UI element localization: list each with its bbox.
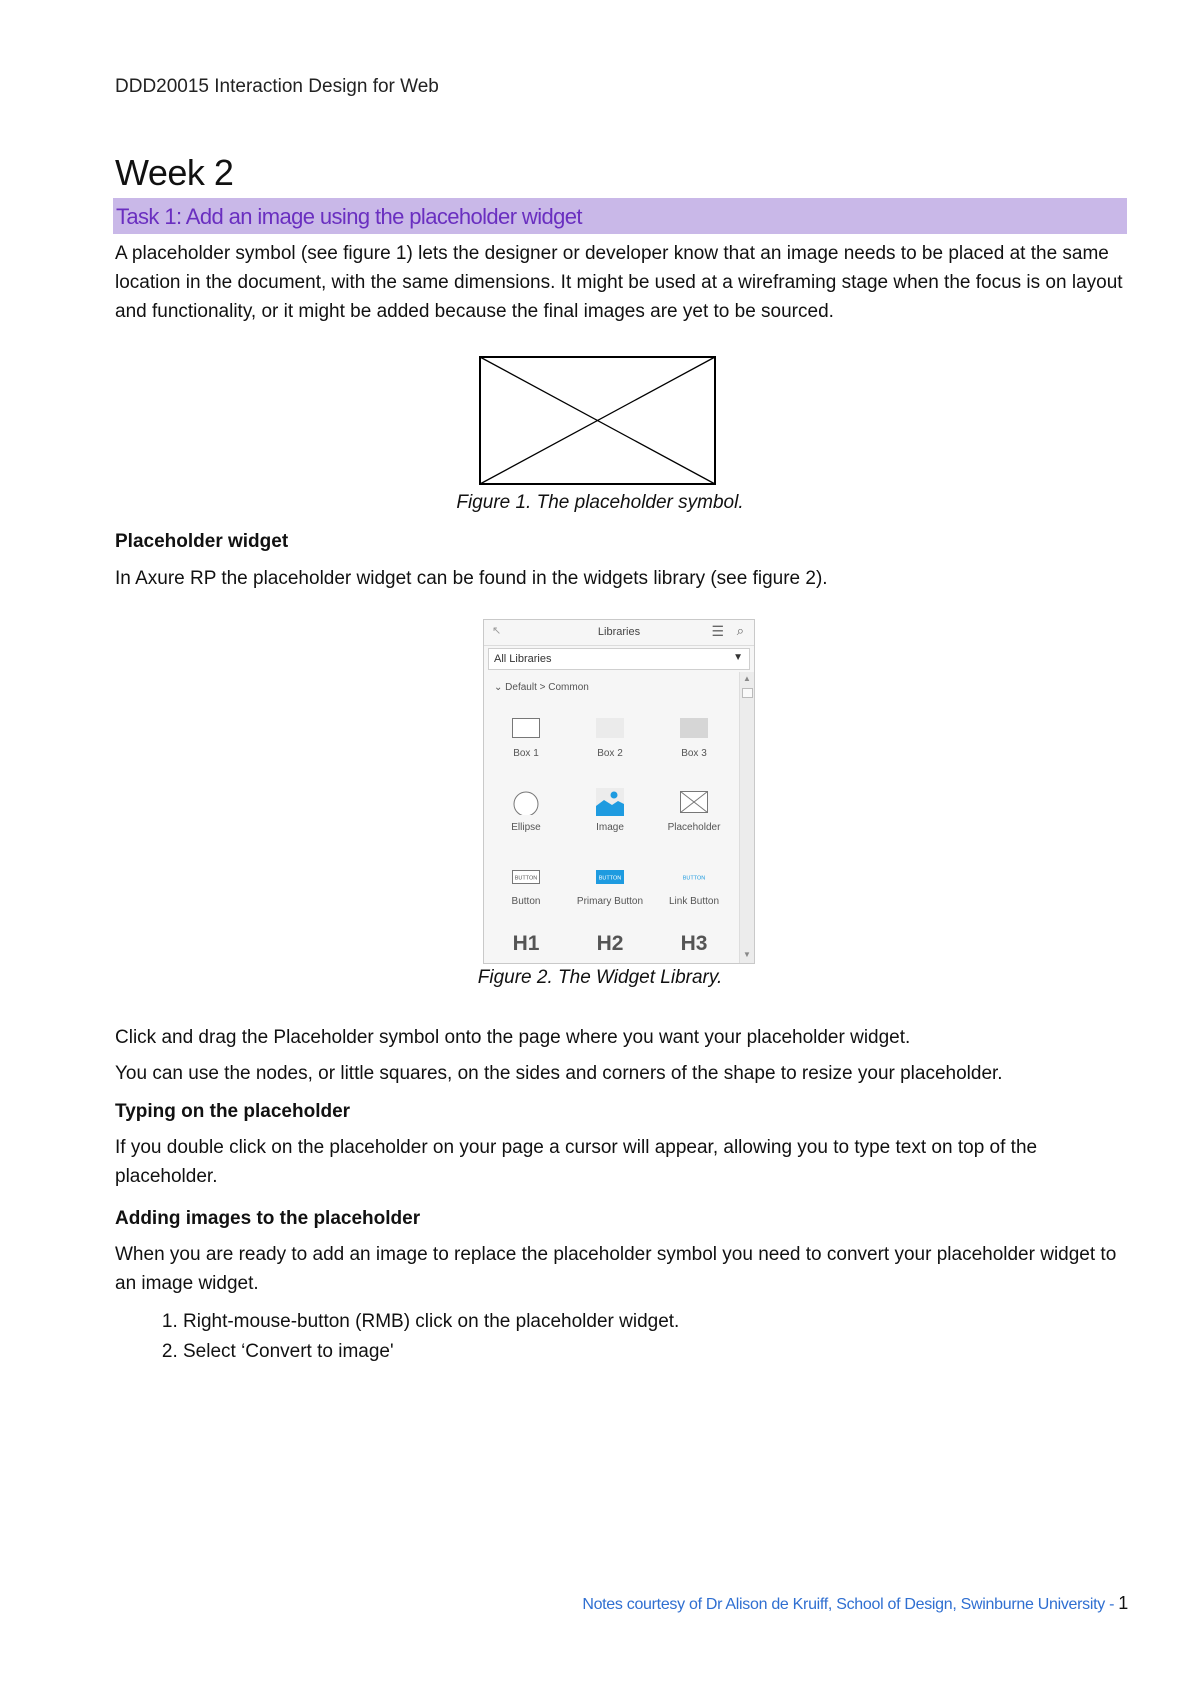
link-button-icon: [680, 870, 708, 884]
widget-label: Box 2: [597, 748, 623, 759]
drag-instruction: Click and drag the Placeholder symbol onto the page where you want your placeholder widget.: [115, 1027, 911, 1048]
widget-button[interactable]: [484, 860, 568, 910]
library-title: Libraries: [597, 626, 641, 638]
cursor-icon: ↖: [492, 625, 502, 637]
list-item: 2. Select ‘Convert to image': [183, 1337, 679, 1367]
widget-label: Primary Button: [576, 896, 644, 907]
widget-label: Box 3: [681, 748, 707, 759]
widget-label: Image: [596, 822, 624, 833]
box-1-icon: [512, 717, 540, 739]
scrollbar-thumb[interactable]: [742, 688, 753, 698]
page-footer: [582, 1593, 1128, 1614]
list-item: 1. Right-mouse-button (RMB) click on the placeholder widget.: [183, 1307, 679, 1337]
page-number: 1: [1118, 1593, 1128, 1613]
widget-h2[interactable]: H2: [596, 932, 624, 955]
ellipse-icon: [512, 789, 540, 815]
widget-link-button[interactable]: [652, 860, 736, 910]
widget-box-2[interactable]: [568, 712, 652, 762]
widget-label: Button: [511, 896, 541, 907]
steps-list: [145, 1307, 679, 1367]
placeholder-icon: [680, 791, 708, 813]
widget-h1[interactable]: H1: [512, 932, 540, 955]
widget-primary-button[interactable]: [568, 860, 652, 910]
scroll-down-icon[interactable]: ▼: [743, 950, 751, 959]
widget-box-3[interactable]: [652, 712, 736, 762]
widget-label: Link Button: [668, 896, 720, 907]
library-header: [484, 620, 754, 646]
placeholder-symbol-figure: [479, 356, 716, 485]
course-header: DDD20015 Interaction Design for Web: [115, 76, 439, 97]
widget-ellipse[interactable]: [484, 786, 568, 836]
figure-2-caption: Figure 2. The Widget Library.: [477, 967, 723, 988]
widget-image[interactable]: [568, 786, 652, 836]
library-group-text: Default > Common: [505, 682, 589, 693]
primary-button-icon: [596, 870, 624, 884]
library-scrollbar[interactable]: [739, 672, 754, 963]
chevron-down-icon: ▼: [733, 652, 743, 663]
section-heading-adding-images: Adding images to the placeholder: [115, 1208, 421, 1229]
search-icon[interactable]: ⌕: [736, 623, 744, 638]
task-title: Task 1: Add an image using the placeholder widget: [116, 204, 582, 229]
section-heading-typing: Typing on the placeholder: [115, 1101, 351, 1122]
widget-label: Box 1: [513, 748, 539, 759]
box-2-icon: [596, 717, 624, 739]
section-text-placeholder-widget: In Axure RP the placeholder widget can be found in the widgets library (see figure 2).: [115, 568, 828, 589]
scroll-up-icon[interactable]: ▲: [743, 674, 751, 683]
library-select[interactable]: [488, 648, 750, 670]
widget-box-1[interactable]: [484, 712, 568, 762]
resize-instruction: You can use the nodes, or little squares, on the sides and corners of the shape to resize your placeholder.: [115, 1063, 1003, 1084]
menu-icon[interactable]: ☰: [711, 623, 724, 639]
image-icon: [596, 788, 624, 816]
button-icon-text: BUTTON: [514, 875, 538, 882]
library-select-value: All Libraries: [494, 653, 552, 665]
section-text-adding-images: When you are ready to add an image to replace the placeholder symbol you need to convert your placeholder widget to an image widget.: [115, 1244, 1117, 1294]
widget-placeholder[interactable]: [652, 786, 736, 836]
page-title: Week 2: [115, 152, 234, 193]
intro-paragraph: A placeholder symbol (see figure 1) lets the designer or developer know that an image needs to be placed at the same location in the document, with the same dimensions. It might be used at a wireframing stage when the focus is on layout and functionality, or it might be added because the final images are yet to be sourced.: [115, 243, 1123, 322]
box-3-icon: [680, 717, 708, 739]
link-button-icon-text: BUTTON: [682, 875, 706, 882]
primary-button-icon-text: BUTTON: [598, 875, 622, 882]
section-text-typing: If you double click on the placeholder on your page a cursor will appear, allowing you to type text on top of the placeholder.: [115, 1137, 1038, 1187]
widget-h3[interactable]: H3: [680, 932, 708, 955]
widget-label: Placeholder: [667, 822, 721, 833]
footer-credit: Notes courtesy of Dr Alison de Kruiff, School of Design, Swinburne University -: [582, 1596, 1119, 1613]
button-icon: [512, 870, 540, 884]
widget-library-panel: [483, 619, 755, 964]
widget-label: Ellipse: [511, 822, 541, 833]
section-heading-placeholder-widget: Placeholder widget: [115, 531, 289, 552]
figure-1-caption: Figure 1. The placeholder symbol.: [456, 492, 744, 513]
library-group-label[interactable]: ⌄ Default > Common: [494, 682, 589, 693]
